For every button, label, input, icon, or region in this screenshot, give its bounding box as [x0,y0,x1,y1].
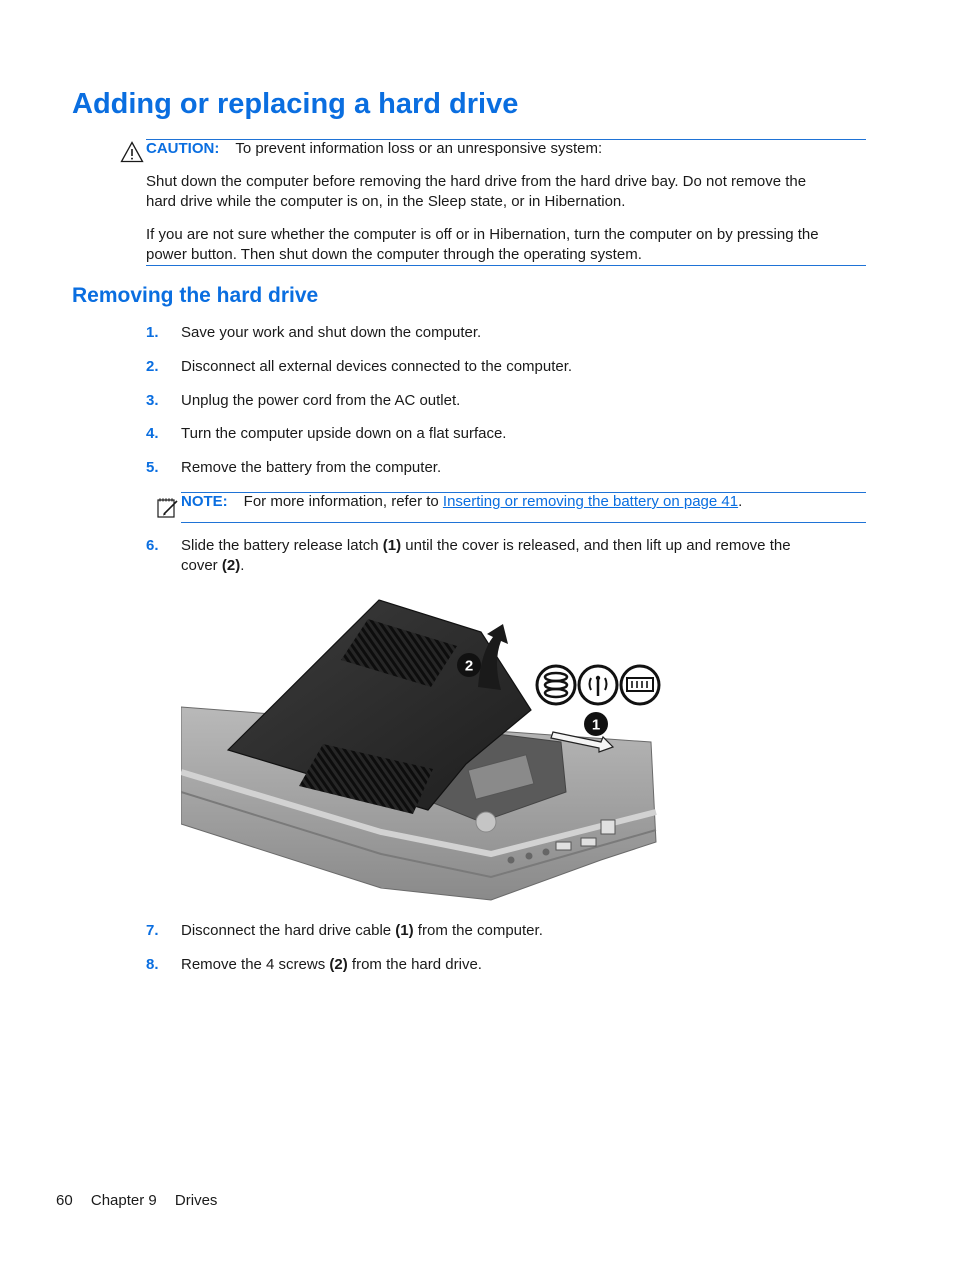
caution-bottom-rule [146,265,866,266]
page-title: Adding or replacing a hard drive [72,88,519,120]
note-text: For more information, refer to [243,493,443,510]
step-number: 8. [146,956,159,973]
note-link[interactable]: Inserting or removing the battery on page 41 [442,493,739,510]
hard-drive-icon [537,666,575,704]
step-number: 5. [146,459,159,476]
step-6-line-1: Slide the battery release latch (1) until the cover is released, and then lift up and remove the [181,537,791,554]
caution-paragraph-1 [146,172,806,211]
step-number: 4. [146,425,159,442]
page-footer [56,1192,231,1209]
step-6-line-2: cover (2). [181,556,245,574]
note-label: NOTE: [181,493,228,510]
step-text [181,536,791,575]
section-heading: Removing the hard drive [72,284,319,307]
step-text: Disconnect all external devices connected to the computer. [181,358,573,375]
caution-paragraph-1-line-1: Shut down the computer before removing the hard drive from the hard drive bay. Do not remove the [146,173,807,190]
step-text: Unplug the power cord from the AC outlet. [181,392,461,409]
step-text: Turn the computer upside down on a flat surface. [181,425,507,442]
caution-line [146,139,602,159]
callout-2: 2 [464,657,474,675]
step-number: 1. [146,324,159,341]
footer-chapter: Chapter 9 [90,1192,157,1209]
caution-text: To prevent information loss or an unresponsive system: [235,140,603,157]
warning-triangle-icon [120,141,144,163]
step-text: Disconnect the hard drive cable (1) from the computer. [181,922,543,939]
step-number: 7. [146,922,159,939]
footer-chapter-title: Drives [174,1192,218,1209]
step-number: 6. [146,537,159,554]
caution-paragraph-2-line-2: power button. Then shut down the computer through the operating system. [146,245,642,263]
laptop-cover-removal-illustration [181,592,661,902]
wireless-icon [579,666,617,704]
step-number: 3. [146,392,159,409]
note-pad-icon [156,496,180,518]
note-line [181,492,742,512]
caution-paragraph-2 [146,225,819,264]
step-text: Remove the battery from the computer. [181,459,442,476]
callout-1: 1 [591,716,601,734]
note-bottom-rule [181,522,866,523]
step-text: Remove the 4 screws (2) from the hard drive. [181,956,482,973]
caution-label: CAUTION: [146,140,220,157]
step-number: 2. [146,358,159,375]
note-text-end: . [738,493,743,510]
step-text: Save your work and shut down the computer. [181,324,482,341]
page-number: 60 [56,1192,73,1209]
caution-paragraph-1-line-2: hard drive while the computer is on, in the Sleep state, or in Hibernation. [146,192,626,210]
memory-module-icon [621,666,659,704]
caution-paragraph-2-line-1: If you are not sure whether the computer is off or in Hibernation, turn the computer on by pressing the [146,226,819,243]
